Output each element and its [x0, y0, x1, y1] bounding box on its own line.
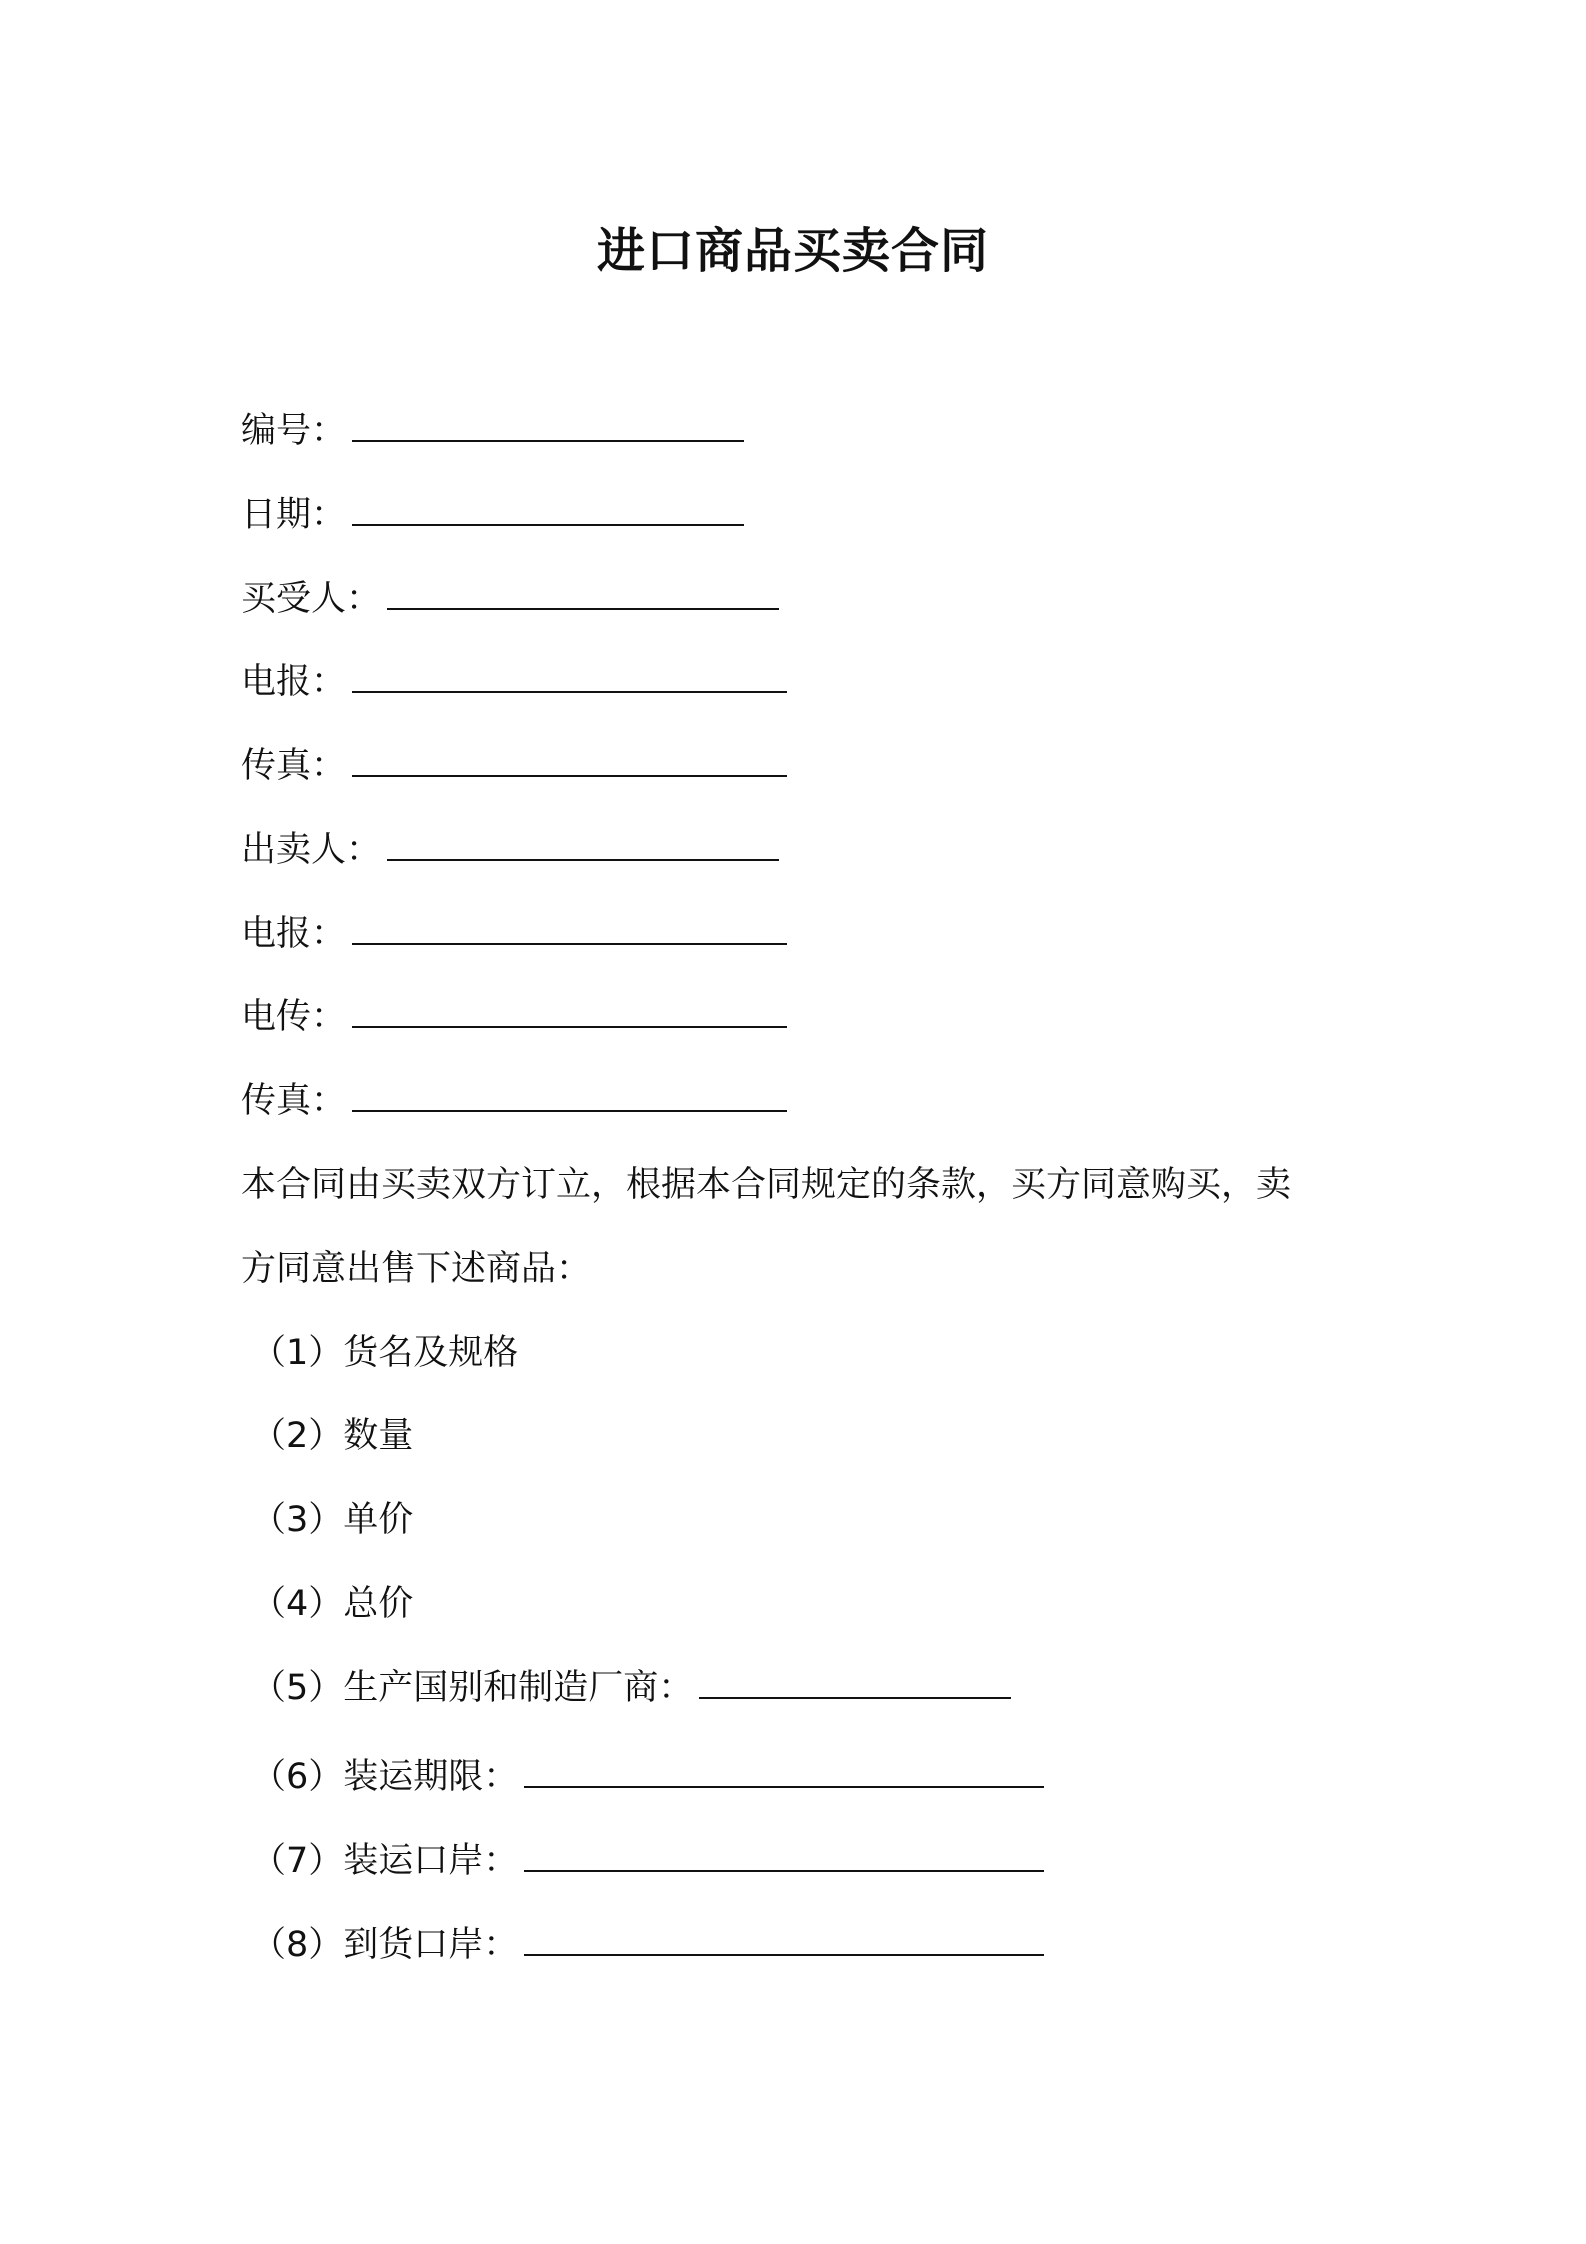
field-buyer-fax: [241, 742, 787, 790]
item-port-of-shipment: [251, 1837, 1044, 1885]
field-buyer: [241, 575, 779, 623]
blank-line[interactable]: [352, 410, 744, 442]
field-label: 出卖人：: [241, 830, 382, 870]
field-date: [241, 491, 744, 539]
item-number: （3）: [251, 1500, 344, 1540]
item-number: （2）: [251, 1416, 344, 1456]
intro-line-1: 本合同由买卖双方订立，根据本合同规定的条款，买方同意购买，卖: [241, 1165, 1292, 1205]
item-label: 装运口岸：: [343, 1841, 519, 1881]
field-label: 传真：: [241, 1081, 347, 1121]
blank-line[interactable]: [352, 913, 787, 945]
field-seller: [241, 826, 779, 874]
item-port-of-destination: [251, 1921, 1044, 1969]
blank-line[interactable]: [387, 578, 779, 610]
item-label: 装运期限：: [343, 1757, 519, 1797]
item-label: 总价: [343, 1584, 414, 1624]
item-total-price: [251, 1580, 413, 1628]
field-seller-fax: [241, 1077, 787, 1125]
item-number: （6）: [251, 1757, 344, 1797]
field-label: 编号：: [241, 411, 347, 451]
item-number: （5）: [251, 1668, 344, 1708]
field-seller-telex: [241, 993, 787, 1041]
blank-line[interactable]: [524, 1924, 1044, 1956]
blank-line[interactable]: [699, 1667, 1011, 1699]
item-label: 数量: [343, 1416, 414, 1456]
blank-line[interactable]: [352, 996, 787, 1028]
blank-line[interactable]: [524, 1756, 1044, 1788]
item-number: （7）: [251, 1841, 344, 1881]
field-contract-number: [241, 407, 744, 455]
blank-line[interactable]: [352, 745, 787, 777]
field-label: 电报：: [241, 914, 347, 954]
item-label: 生产国别和制造厂商：: [343, 1668, 694, 1708]
field-label: 传真：: [241, 746, 347, 786]
field-buyer-telegraph: [241, 658, 787, 706]
intro-line-2: 方同意出售下述商品：: [241, 1249, 592, 1289]
field-label: 日期：: [241, 495, 347, 535]
field-label: 买受人：: [241, 579, 382, 619]
document-title: 进口商品买卖合同: [596, 223, 989, 279]
item-quantity: [251, 1412, 413, 1460]
item-label: 货名及规格: [343, 1333, 519, 1373]
item-origin-manufacturer: [251, 1664, 1011, 1712]
item-shipment-period: [251, 1753, 1044, 1801]
item-number: （8）: [251, 1925, 344, 1965]
blank-line[interactable]: [352, 1080, 787, 1112]
item-number: （1）: [251, 1333, 344, 1373]
item-number: （4）: [251, 1584, 344, 1624]
blank-line[interactable]: [524, 1840, 1044, 1872]
item-goods-spec: [251, 1329, 518, 1377]
field-label: 电传：: [241, 997, 347, 1037]
field-seller-telegraph: [241, 910, 787, 958]
item-label: 单价: [343, 1500, 414, 1540]
blank-line[interactable]: [352, 494, 744, 526]
field-label: 电报：: [241, 662, 347, 702]
item-label: 到货口岸：: [343, 1925, 519, 1965]
item-unit-price: [251, 1496, 413, 1544]
blank-line[interactable]: [352, 661, 787, 693]
blank-line[interactable]: [387, 829, 779, 861]
